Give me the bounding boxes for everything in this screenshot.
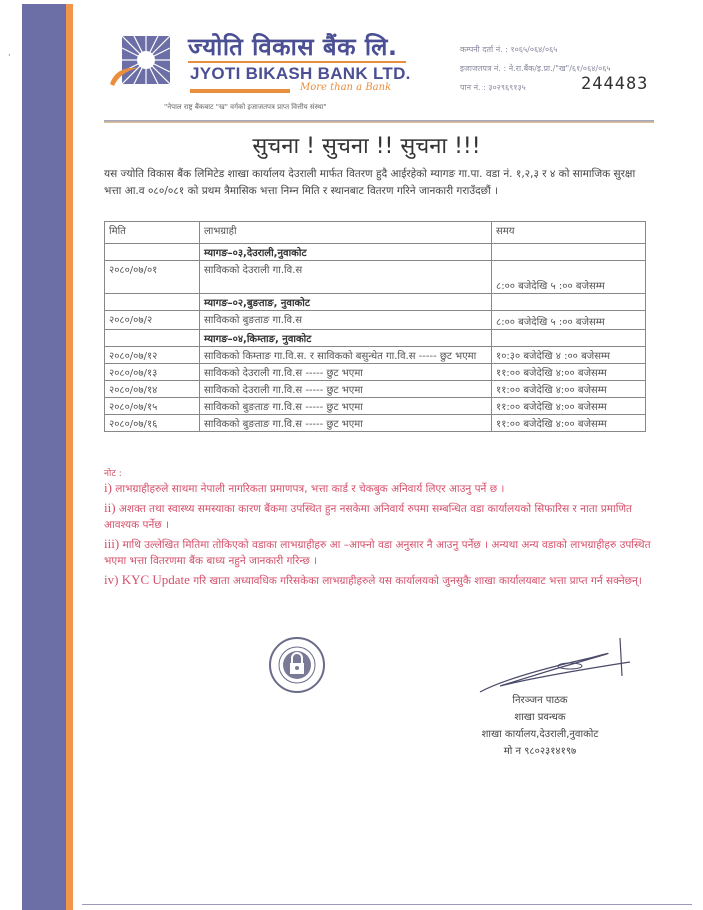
date-cell: २०८०/०७/२ [105,311,200,330]
header-date: मिति [105,222,200,244]
note-number: iv) KYC Update [104,572,190,587]
table-row [105,311,646,330]
ward-row [105,330,646,347]
date-cell: २०८०/०७/१२ [105,347,200,364]
time-cell: ८:०० बजेदेखि ५ :०० बजेसम्म [492,311,646,330]
bank-subtitle: "नेपाल राष्ट्र बैंकबाट "ख" वर्गको इजाजतपत्र प्राप्त वित्तीय संस्था" [164,103,327,111]
bank-tagline: More than a Bank [300,82,392,93]
table-row [105,364,646,381]
notes-label: नोट : [104,469,122,479]
document-number: 244483 [581,74,649,94]
ward-name: म्यागङ–०४,किम्ताङ, नुवाकोट [200,330,492,347]
note-number: ii) [104,500,116,515]
beneficiary-cell: साविकको बुङताङ गा.वि.स ----- छुट भएमा [200,398,492,415]
table-row [105,347,646,364]
time-cell: ८:०० बजेदेखि ५ :०० बजेसम्म [492,261,646,294]
date-cell: २०८०/०७/१४ [105,381,200,398]
header-divider [104,120,654,123]
beneficiary-cell: साविकको बुङताङ गा.वि.स [200,311,492,330]
ward-row [105,244,646,261]
date-cell: २०८०/०७/१६ [105,415,200,432]
tagline-bar [190,89,290,93]
signatory-name: निरञ्जन पाठक [512,695,568,706]
note-text: लाभग्राहीहरुले साथमा नेपाली नागरिकता प्रमाणपत्र, भत्ता कार्ड र चेकबुक अनिवार्य लिएर आउनु पर्ने छ । [115,483,505,495]
note-number: iii) [104,536,120,551]
ward-name: म्यागङ–०२,बुङताङ, नुवाकोट [200,294,492,311]
ward-name: म्यागङ–०३,देउराली,नुवाकोट [200,244,492,261]
table-row [105,415,646,432]
license-number: इजाजतपत्र नं. : ने.रा.बैंक/इ.प्रा./"ख"/६१/०६४/०६५ [460,64,611,73]
signatory-mobile: मो न ९८०२३१४१९७ [503,746,577,757]
table-row [105,261,646,294]
note-item [104,480,654,497]
bank-seal-icon [268,636,326,694]
beneficiary-cell: साविकको बुङताङ गा.वि.स ----- छुट भएमा [200,415,492,432]
bank-name-nepali: ज्योति विकास बैंक लि. [188,33,398,61]
company-registration: कम्पनी दर्ता नं. : १०६५/०६४/०६५ [460,45,558,54]
date-cell: २०८०/०७/०१ [105,261,200,294]
notes-list [104,480,654,592]
table-row [105,398,646,415]
ward-row [105,294,646,311]
table-header-row [105,222,646,244]
signatory-office: शाखा कार्यालय,देउराली,नुवाकोट [481,729,599,740]
signature-icon [470,636,640,696]
pan-number: पान नं. : ३०२९६९१३५ [460,83,526,92]
beneficiary-cell: साविकको किम्ताङ गा.वि.स. र साविकको बसुन्धेत गा.वि.स ----- छुट भएमा [200,347,492,364]
note-text: माथि उल्लेखित मितिमा तोकिएको वडाका लाभग्राहीहरु आ –आफ्नो वडा अनुसार नै आउनु पर्नेछ । अन्यथा अन्य वडाको लाभग्राहीहरु उपस्थित भएमा भत्ता वितरणमा बैंक बाध्य नहुने जानकारी गरिन्छ । [104,539,651,567]
beneficiary-cell: साविकको देउराली गा.वि.स ----- छुट भएमा [200,381,492,398]
time-cell: ११:०० बजेदेखि ४:०० बजेसम्म [492,415,646,432]
table-row [105,381,646,398]
notice-title: सुचना ! सुचना !! सुचना !!! [252,134,481,159]
time-cell: ११:०० बजेदेखि ४:०० बजेसम्म [492,381,646,398]
note-item [104,500,654,533]
signatory-block [440,692,640,760]
bank-logo-icon [108,32,172,96]
time-cell: ११:०० बजेदेखि ४:०० बजेसम्म [492,398,646,415]
note-number: i) [104,480,112,495]
date-cell: २०८०/०७/१३ [105,364,200,381]
distribution-schedule-table [104,221,646,432]
note-item [104,536,654,569]
bank-name-underline [188,61,406,63]
stray-mark: , [8,48,11,58]
time-cell: १०:३० बजेदेखि ४ :०० बजेसम्म [492,347,646,364]
signatory-designation: शाखा प्रवन्धक [514,712,566,723]
note-item [104,572,654,589]
header-beneficiary: लाभग्राही [200,222,492,244]
note-text: अशक्त तथा स्वास्थ्य समस्याका कारण बैंकमा उपस्थित हुन नसकेमा अनिवार्य रुपमा सम्बन्धित वडा कार्यालयको सिफारिस र नाता प्रमाणित आवश्यक पर्नेछ । [104,503,633,531]
header-time: समय [492,222,646,244]
time-cell: ११:०० बजेदेखि ४:०० बजेसम्म [492,364,646,381]
note-text: गरि खाता अध्यावधिक गरिसकेका लाभग्राहीहरुले यस कार्यालयको जुनसुकै शाखा कार्यालयबाट भत्ता प्राप्त गर्न सक्नेछन्। [193,575,642,587]
footer-divider [82,904,692,905]
notice-intro: यस ज्योति विकास बैंक लिमिटेड शाखा कार्यालय देउराली मार्फत वितरण हुदै आईरहेको म्यागङ गा.पा. वडा नं. १,२,३ र ४ को सामाजिक सुरक्षा भत्ता आ.व ०८०/०८१ को प्रथम त्रैमासिक भत्ता निम्न मिति र स्थानबाट वितरण गरिने जानकारी गराउँदछौं । [104,168,636,197]
date-cell: २०८०/०७/१५ [105,398,200,415]
bank-name-english: JYOTI BIKASH BANK LTD. [190,64,411,83]
beneficiary-cell: साविकको देउराली गा.वि.स ----- छुट भएमा [200,364,492,381]
beneficiary-cell: साविकको देउराली गा.वि.स [200,261,492,294]
